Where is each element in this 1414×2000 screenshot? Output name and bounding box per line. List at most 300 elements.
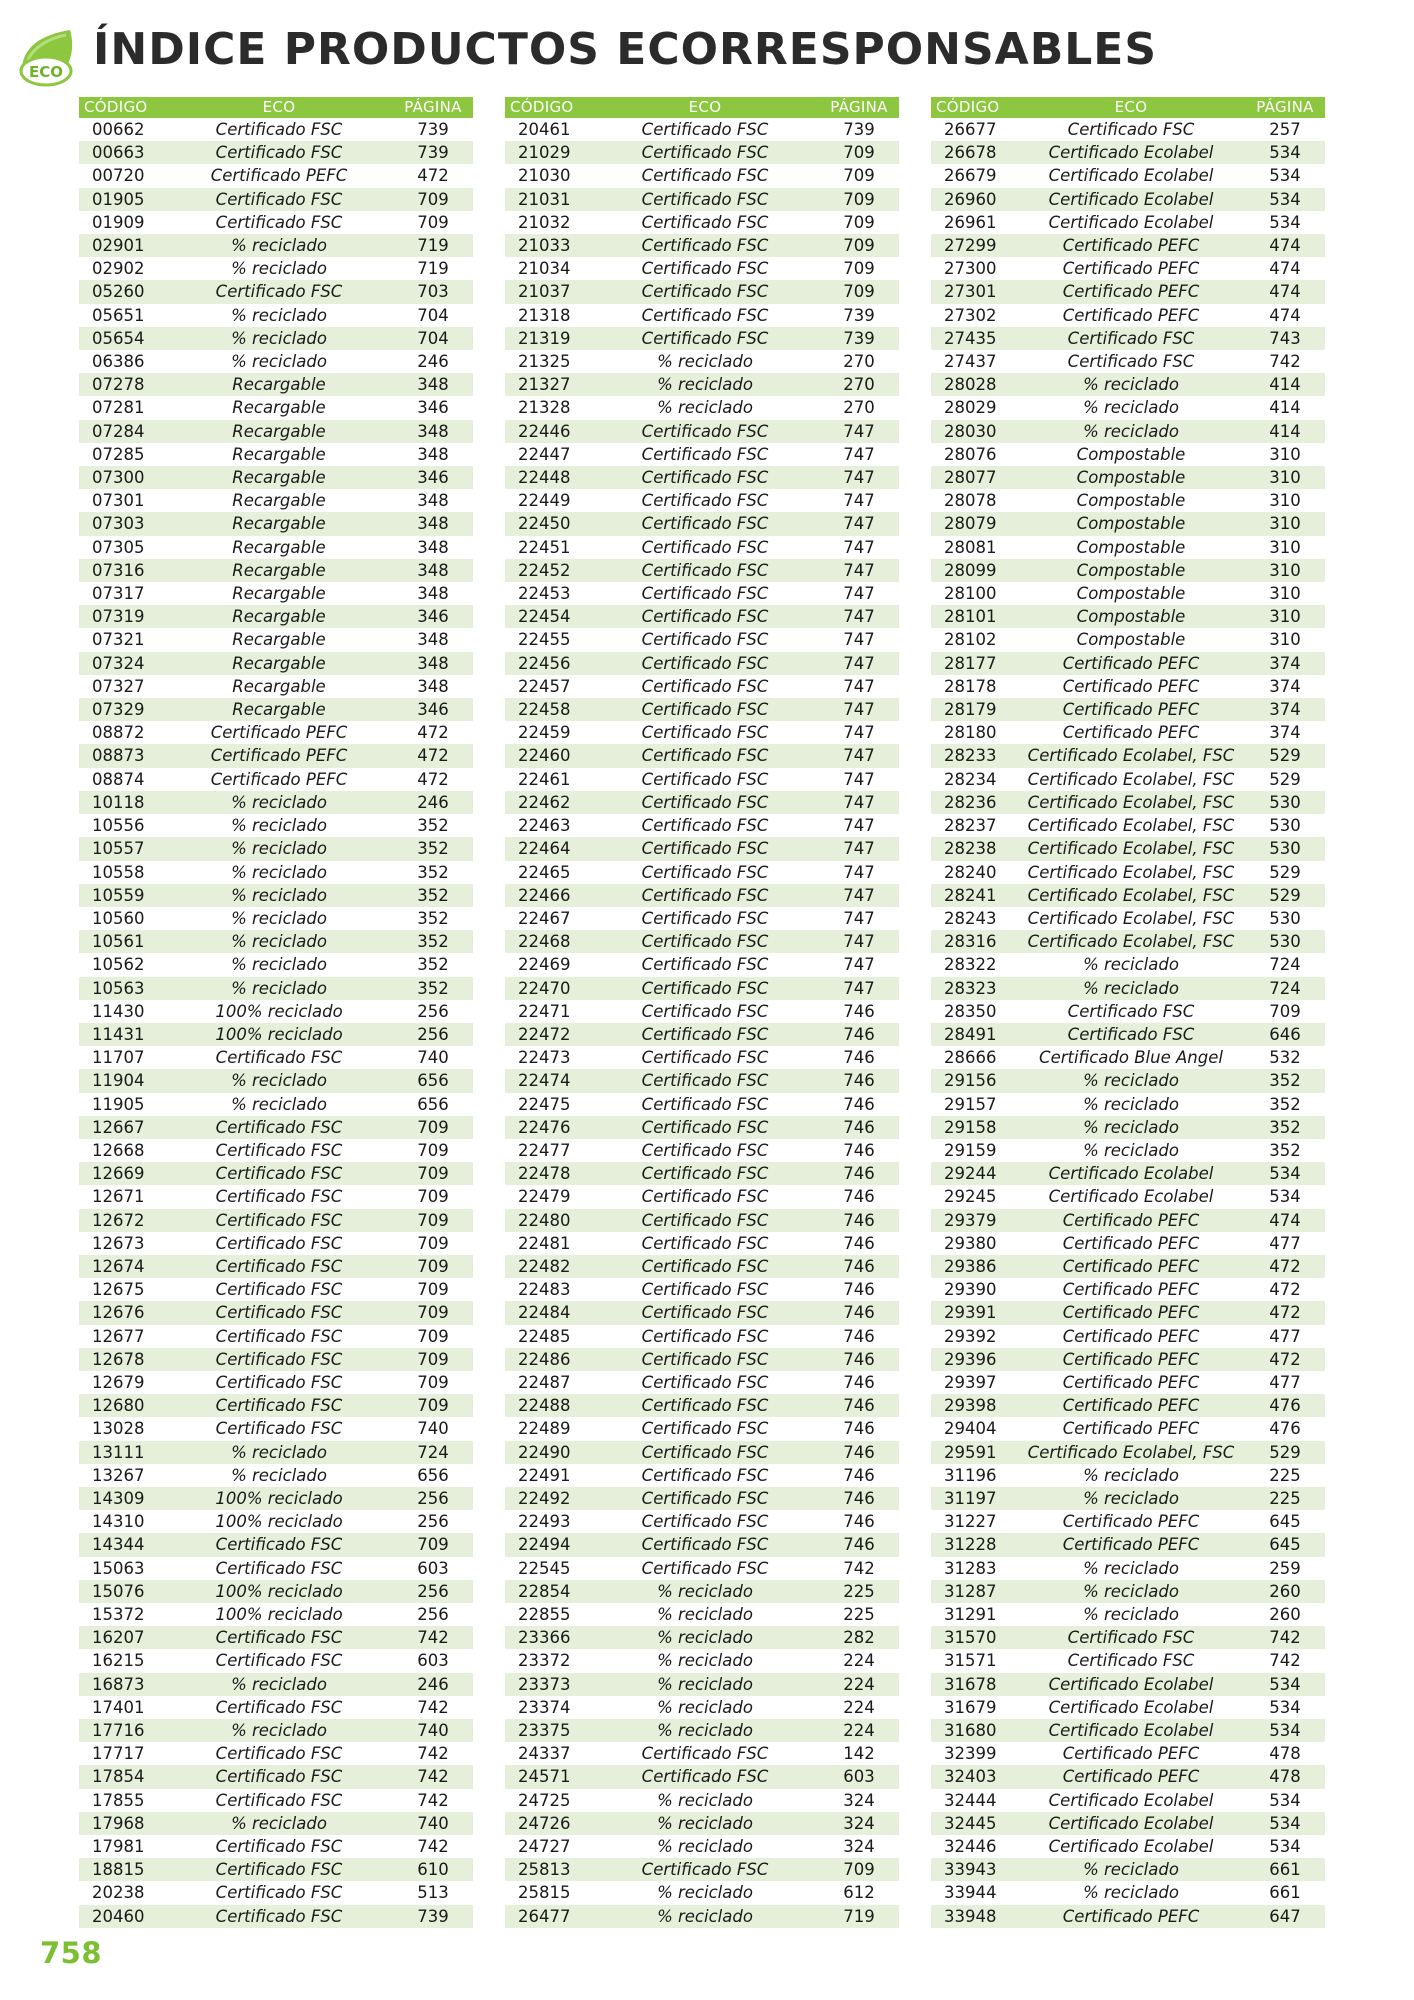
product-code: 06386	[92, 352, 145, 372]
product-code: 10118	[79, 791, 165, 814]
page-ref: 747	[819, 466, 899, 489]
table-row	[79, 1696, 473, 1719]
product-code: 23372	[518, 1651, 571, 1671]
page-ref: 352	[417, 955, 449, 975]
table-row	[79, 1162, 473, 1185]
product-code: 23374	[518, 1697, 571, 1717]
eco-label: Certificado FSC	[215, 1187, 343, 1207]
table-row	[79, 652, 473, 675]
page-ref: 477	[1269, 1233, 1301, 1253]
table-row	[505, 1023, 899, 1046]
table-row	[505, 1371, 899, 1394]
product-code: 07303	[79, 512, 165, 535]
page-ref: 534	[1245, 141, 1325, 164]
page-ref: 374	[1269, 723, 1301, 743]
table-row	[505, 1417, 899, 1440]
eco-label: % reciclado	[657, 1790, 753, 1810]
product-code: 28079	[931, 512, 1017, 535]
eco-label: % reciclado	[231, 908, 327, 928]
page-ref: 310	[1269, 491, 1301, 511]
eco-label: Certificado FSC	[215, 1419, 343, 1439]
page-ref: 739	[843, 305, 875, 325]
table-row	[505, 582, 899, 605]
eco-label: Certificado FSC	[165, 1301, 393, 1324]
eco-label: Certificado PEFC	[1062, 1233, 1200, 1253]
table-row	[79, 837, 473, 860]
page-ref: 740	[393, 1719, 473, 1742]
table-row	[505, 1580, 899, 1603]
table-row	[931, 1673, 1325, 1696]
eco-label: Certificado PEFC	[210, 769, 348, 789]
table-row	[931, 1325, 1325, 1348]
table-row	[79, 1881, 473, 1904]
product-code: 05260	[79, 280, 165, 303]
product-code: 29380	[944, 1233, 997, 1253]
product-code: 17981	[92, 1837, 145, 1857]
table-row	[505, 1441, 899, 1464]
product-code: 07305	[92, 537, 145, 557]
product-code: 22482	[505, 1255, 591, 1278]
page-ref: 529	[1269, 769, 1301, 789]
page-ref: 310	[1269, 630, 1301, 650]
product-code: 21325	[518, 352, 571, 372]
table-row	[505, 327, 899, 350]
page-ref: 740	[393, 1812, 473, 1835]
page-ref: 709	[843, 166, 875, 186]
page-ref: 310	[1245, 466, 1325, 489]
page-number: 758	[40, 1936, 103, 1970]
table-row	[931, 582, 1325, 605]
table-row	[505, 489, 899, 512]
table-header-row	[505, 97, 899, 118]
product-code: 29244	[931, 1162, 1017, 1185]
eco-label: Recargable	[165, 420, 393, 443]
product-code: 23366	[505, 1626, 591, 1649]
page-ref: 352	[417, 862, 449, 882]
product-code: 07316	[79, 559, 165, 582]
eco-label: Certificado FSC	[215, 1372, 343, 1392]
table-row	[931, 1371, 1325, 1394]
product-code: 20238	[92, 1883, 145, 1903]
product-code: 17716	[79, 1719, 165, 1742]
product-code: 22485	[518, 1326, 571, 1346]
product-code: 22449	[518, 491, 571, 511]
product-code: 26960	[931, 188, 1017, 211]
product-code: 07327	[92, 676, 145, 696]
eco-label: Certificado Ecolabel	[1048, 1187, 1214, 1207]
page-ref: 747	[819, 977, 899, 1000]
table-row	[79, 234, 473, 257]
page-ref: 310	[1245, 512, 1325, 535]
eco-label: Compostable	[1017, 466, 1245, 489]
eco-label: Certificado PEFC	[1017, 1533, 1245, 1556]
product-code: 22491	[518, 1465, 571, 1485]
product-code: 11904	[79, 1069, 165, 1092]
page-ref: 534	[1269, 212, 1301, 232]
eco-label: Certificado FSC	[165, 1533, 393, 1556]
table-row	[505, 1765, 899, 1788]
eco-label: Certificado FSC	[591, 930, 819, 953]
eco-label: Recargable	[165, 466, 393, 489]
page-ref: 742	[417, 1790, 449, 1810]
eco-label: % reciclado	[165, 884, 393, 907]
eco-label: Certificado Ecolabel, FSC	[1027, 769, 1235, 789]
page-ref: 742	[393, 1765, 473, 1788]
product-code: 21033	[505, 234, 591, 257]
page-ref: 534	[1245, 1162, 1325, 1185]
product-code: 11431	[79, 1023, 165, 1046]
eco-label: % reciclado	[165, 837, 393, 860]
page-ref: 534	[1245, 188, 1325, 211]
column-header-page: PÁGINA	[393, 97, 473, 118]
page-ref: 719	[393, 234, 473, 257]
table-row	[79, 1093, 473, 1116]
page-ref: 742	[417, 1837, 449, 1857]
product-code: 22456	[505, 652, 591, 675]
table-row	[79, 1789, 473, 1812]
page-ref: 661	[1269, 1883, 1301, 1903]
eco-label: % reciclado	[231, 816, 327, 836]
table-row	[79, 1835, 473, 1858]
product-code: 01909	[92, 212, 145, 232]
table-row	[931, 141, 1325, 164]
eco-label: Certificado FSC	[641, 305, 769, 325]
product-code: 17968	[79, 1812, 165, 1835]
eco-label: % reciclado	[1017, 1116, 1245, 1139]
page-ref: 746	[819, 1301, 899, 1324]
page-ref: 747	[843, 955, 875, 975]
table-row	[931, 768, 1325, 791]
eco-label: Certificado FSC	[641, 1419, 769, 1439]
eco-label: Certificado FSC	[215, 1697, 343, 1717]
eco-label: % reciclado	[591, 1626, 819, 1649]
page-ref: 472	[1245, 1348, 1325, 1371]
eco-label: Recargable	[165, 698, 393, 721]
table-row	[505, 304, 899, 327]
column-header-page: PÁGINA	[819, 97, 899, 118]
product-code: 22488	[505, 1394, 591, 1417]
product-code: 23375	[505, 1719, 591, 1742]
page-ref: 747	[819, 930, 899, 953]
page-ref: 474	[1245, 234, 1325, 257]
page-ref: 259	[1269, 1558, 1301, 1578]
page-ref: 346	[417, 398, 449, 418]
table-row	[931, 489, 1325, 512]
product-code: 22448	[505, 466, 591, 489]
page-ref: 709	[393, 1209, 473, 1232]
page-ref: 352	[393, 930, 473, 953]
eco-label: Certificado FSC	[215, 1837, 343, 1857]
eco-label: Certificado FSC	[1067, 1651, 1195, 1671]
page-ref: 530	[1269, 908, 1301, 928]
page-ref: 352	[417, 908, 449, 928]
eco-label: Certificado Ecolabel	[1017, 1812, 1245, 1835]
table-row	[505, 1278, 899, 1301]
column-header-code: CÓDIGO	[931, 97, 1017, 118]
product-code: 24727	[518, 1837, 571, 1857]
page-ref: 747	[819, 884, 899, 907]
eco-label: Certificado PEFC	[1062, 1744, 1200, 1764]
product-code: 17717	[92, 1744, 145, 1764]
eco-label: Certificado PEFC	[1017, 1765, 1245, 1788]
page-ref: 414	[1245, 420, 1325, 443]
eco-label: % reciclado	[657, 1837, 753, 1857]
eco-label: % reciclado	[1017, 977, 1245, 1000]
product-code: 29398	[931, 1394, 1017, 1417]
table-row	[505, 721, 899, 744]
page-ref: 352	[417, 816, 449, 836]
table-row	[931, 1557, 1325, 1580]
product-code: 28491	[931, 1023, 1017, 1046]
product-code: 29397	[944, 1372, 997, 1392]
page-ref: 747	[819, 698, 899, 721]
eco-label: Recargable	[165, 512, 393, 535]
page-ref: 742	[1245, 1626, 1325, 1649]
page-ref: 709	[393, 1255, 473, 1278]
product-code: 22490	[505, 1441, 591, 1464]
product-code: 22486	[505, 1348, 591, 1371]
eco-label: Certificado FSC	[165, 1905, 393, 1928]
product-code: 29379	[931, 1209, 1017, 1232]
eco-label: Certificado PEFC	[1062, 1280, 1200, 1300]
product-code: 29396	[931, 1348, 1017, 1371]
product-code: 28240	[944, 862, 997, 882]
product-code: 17401	[92, 1697, 145, 1717]
product-code: 14344	[79, 1533, 165, 1556]
column-header-code: CÓDIGO	[505, 97, 591, 118]
table-row	[931, 605, 1325, 628]
product-code: 22545	[518, 1558, 571, 1578]
product-code: 07329	[79, 698, 165, 721]
eco-label: Certificado FSC	[215, 1558, 343, 1578]
table-row	[505, 1116, 899, 1139]
product-code: 21037	[505, 280, 591, 303]
page-ref: 703	[393, 280, 473, 303]
eco-label: Certificado FSC	[591, 1209, 819, 1232]
product-code: 26678	[931, 141, 1017, 164]
table-row	[931, 930, 1325, 953]
product-code: 29404	[944, 1419, 997, 1439]
column-header-eco: ECO	[591, 97, 819, 118]
product-code: 28102	[944, 630, 997, 650]
eco-label: Compostable	[1076, 491, 1186, 511]
product-code: 22469	[518, 955, 571, 975]
table-row	[79, 1905, 473, 1928]
table-row	[505, 977, 899, 1000]
page-ref: 534	[1269, 1187, 1301, 1207]
page-ref: 225	[1269, 1465, 1301, 1485]
page-ref: 709	[417, 1326, 449, 1346]
page-ref: 645	[1269, 1512, 1301, 1532]
eco-label: Recargable	[165, 559, 393, 582]
eco-label: Certificado FSC	[591, 512, 819, 535]
table-row	[931, 327, 1325, 350]
product-code: 24337	[518, 1744, 571, 1764]
product-code: 12677	[92, 1326, 145, 1346]
table-row	[505, 1000, 899, 1023]
table-row	[505, 1209, 899, 1232]
table-row	[505, 861, 899, 884]
product-code: 12680	[79, 1394, 165, 1417]
eco-label: Certificado PEFC	[1017, 1348, 1245, 1371]
table-row	[931, 536, 1325, 559]
table-row	[505, 953, 899, 976]
table-row	[931, 1626, 1325, 1649]
product-code: 29245	[944, 1187, 997, 1207]
page-ref: 746	[819, 1533, 899, 1556]
page-ref: 472	[1245, 1255, 1325, 1278]
eco-label: Certificado FSC	[591, 559, 819, 582]
page-ref: 709	[393, 1116, 473, 1139]
eco-label: Certificado PEFC	[1017, 1905, 1245, 1928]
page-ref: 661	[1245, 1858, 1325, 1881]
product-code: 28077	[931, 466, 1017, 489]
eco-label: Certificado FSC	[591, 1162, 819, 1185]
page-ref: 746	[819, 1441, 899, 1464]
product-code: 05651	[92, 305, 145, 325]
page-ref: 224	[819, 1719, 899, 1742]
product-code: 12678	[79, 1348, 165, 1371]
table-row	[79, 443, 473, 466]
product-code: 22493	[518, 1512, 571, 1532]
table-row	[79, 1626, 473, 1649]
table-row	[505, 1046, 899, 1069]
eco-label: Certificado Ecolabel	[1048, 166, 1214, 186]
table-row	[79, 605, 473, 628]
page-ref: 529	[1245, 884, 1325, 907]
product-code: 00662	[92, 120, 145, 139]
page-ref: 647	[1245, 1905, 1325, 1928]
eco-label: Certificado FSC	[641, 769, 769, 789]
eco-label: Certificado FSC	[641, 537, 769, 557]
eco-label: % reciclado	[591, 1905, 819, 1928]
table-row	[931, 1789, 1325, 1812]
eco-label: Compostable	[1076, 537, 1186, 557]
eco-label: Certificado FSC	[641, 676, 769, 696]
table-row	[505, 443, 899, 466]
table-row	[505, 1812, 899, 1835]
product-code: 12668	[92, 1140, 145, 1160]
product-code: 28081	[944, 537, 997, 557]
product-code: 22455	[518, 630, 571, 650]
table-row	[931, 698, 1325, 721]
product-code: 22473	[518, 1048, 571, 1068]
page-ref: 747	[843, 676, 875, 696]
eco-label: Certificado FSC	[641, 212, 769, 232]
eco-label: Certificado FSC	[641, 1465, 769, 1485]
table-row	[931, 814, 1325, 837]
table-row	[79, 861, 473, 884]
page-ref: 346	[393, 605, 473, 628]
page-ref: 747	[819, 559, 899, 582]
table-row	[931, 1255, 1325, 1278]
table-row	[505, 420, 899, 443]
table-row	[931, 1209, 1325, 1232]
table-row	[505, 675, 899, 698]
table-row	[79, 1232, 473, 1255]
eco-label: Certificado PEFC	[1062, 1326, 1200, 1346]
table-row	[79, 327, 473, 350]
table-row	[79, 1046, 473, 1069]
table-row	[79, 582, 473, 605]
product-code: 31196	[944, 1465, 997, 1485]
page-ref: 724	[393, 1441, 473, 1464]
table-row	[79, 1441, 473, 1464]
eco-label: % reciclado	[1083, 1140, 1179, 1160]
page-ref: 472	[417, 769, 449, 789]
eco-label: Certificado FSC	[641, 491, 769, 511]
product-code: 12676	[79, 1301, 165, 1324]
page-ref: 534	[1269, 166, 1301, 186]
table-row	[79, 1000, 473, 1023]
eco-label: % reciclado	[1083, 1558, 1179, 1578]
eco-label: % reciclado	[165, 327, 393, 350]
table-row	[79, 1301, 473, 1324]
table-row	[931, 1232, 1325, 1255]
table-row	[79, 1742, 473, 1765]
eco-label: % reciclado	[1017, 420, 1245, 443]
page-ref: 348	[417, 537, 449, 557]
page-ref: 224	[843, 1651, 875, 1671]
eco-label: % reciclado	[165, 234, 393, 257]
table-row	[931, 1905, 1325, 1928]
product-code: 07324	[79, 652, 165, 675]
product-code: 11430	[92, 1001, 145, 1021]
eco-label: % reciclado	[231, 862, 327, 882]
page-ref: 724	[1269, 955, 1301, 975]
table-row	[505, 1325, 899, 1348]
eco-label: Certificado FSC	[641, 1140, 769, 1160]
product-code: 16215	[92, 1651, 145, 1671]
table-row	[931, 1348, 1325, 1371]
table-row	[505, 466, 899, 489]
page-ref: 739	[393, 1905, 473, 1928]
table-row	[931, 1301, 1325, 1324]
product-code: 12675	[92, 1280, 145, 1300]
table-row	[931, 1185, 1325, 1208]
eco-label: Certificado FSC	[591, 466, 819, 489]
page-ref: 530	[1245, 837, 1325, 860]
table-row	[505, 1673, 899, 1696]
eco-label: Certificado FSC	[641, 955, 769, 975]
table-row	[931, 1069, 1325, 1092]
page-ref: 746	[843, 1326, 875, 1346]
page-ref: 348	[393, 559, 473, 582]
eco-label: Certificado FSC	[215, 1280, 343, 1300]
eco-label: Certificado Ecolabel	[1017, 1719, 1245, 1742]
page-ref: 224	[843, 1697, 875, 1717]
page-ref: 246	[393, 1673, 473, 1696]
page-ref: 747	[819, 420, 899, 443]
table-row	[79, 211, 473, 234]
product-code: 21319	[505, 327, 591, 350]
table-row	[505, 1093, 899, 1116]
table-row	[79, 280, 473, 303]
product-code: 28241	[931, 884, 1017, 907]
eco-label: Certificado FSC	[165, 1858, 393, 1881]
product-code: 22452	[505, 559, 591, 582]
table-row	[79, 1673, 473, 1696]
product-code: 31283	[944, 1558, 997, 1578]
table-row	[931, 443, 1325, 466]
product-code: 22477	[518, 1140, 571, 1160]
page-ref: 348	[417, 491, 449, 511]
table-row	[931, 1603, 1325, 1626]
page-ref: 746	[819, 1348, 899, 1371]
page-ref: 324	[843, 1790, 875, 1810]
table-row	[79, 1765, 473, 1788]
product-code: 22475	[518, 1094, 571, 1114]
